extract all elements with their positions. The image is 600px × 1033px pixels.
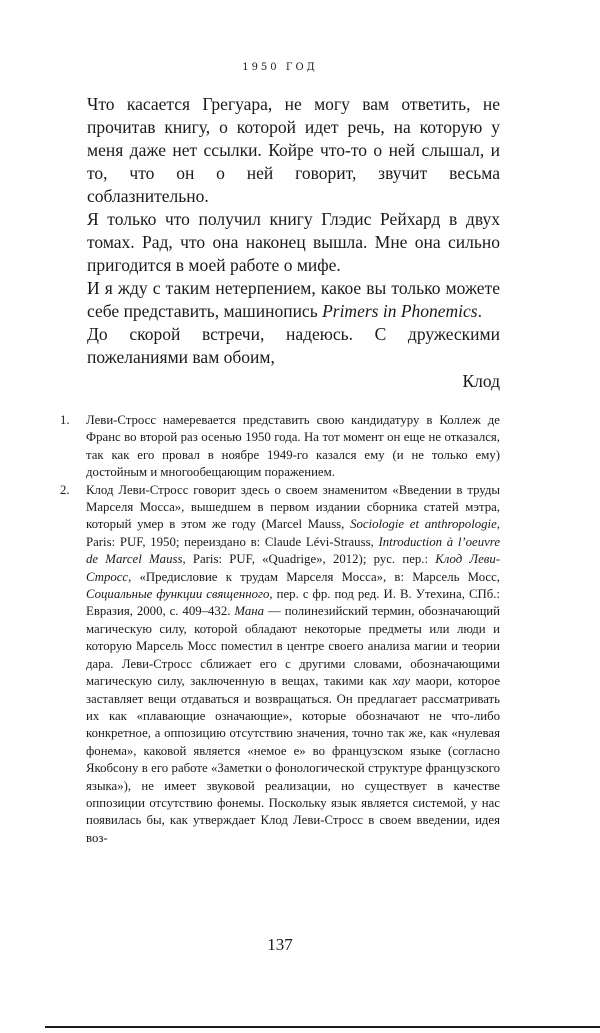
footnote-1 xyxy=(60,412,500,482)
footnote-text: , «Предисловие к трудам Марселя Мосса», в: Марсель Мосс, xyxy=(128,569,500,584)
footnote-text: маори, которое заставляет вещи отдаваться и возвращаться. Он предлагает рассматривать их как «плавающие означающие», которые обозначают не что-либо конкретное, а оппозицию отсутствию значения, точно так же, как «нулевая фонема», каковой является «немое е» во французском языке (согласно Якобсону в его работе «Заметки о фонологической структуре французского языка»), не имеет звуковой реализации, но существует в качестве оппозиции отсутствию фонемы. Поскольку язык является системой, у нас появилась бы, как утверждает Клод Леви-Стросс в своем введении, идея воз- xyxy=(86,674,500,845)
footnote-text: , Paris: PUF, «Quadrige», 2012); рус. пер.: xyxy=(182,552,436,567)
footnote-italic: Introduction à l’oeuvre de Marcel Mauss xyxy=(86,534,500,567)
footnote-italic: Мана xyxy=(234,604,264,619)
signature: Клод xyxy=(462,371,500,391)
letter-paragraph-3-end: . xyxy=(477,301,482,321)
footnote-italic: Социальные функции священного xyxy=(86,587,270,602)
letter-paragraph-3 xyxy=(87,277,500,323)
footnote-number: 2. xyxy=(60,482,70,497)
footnote-text: — полинезийский термин, обозначающий магическую силу, которой обладают некоторые предметы или люди и которую Марсель Мосс поместил в центре своего анализа магии и теории дара. Леви-Стросс сближает его с другими словами, обозначающими магическую силу, заключенную в вещах, такими как xyxy=(86,604,500,689)
letter-paragraph-3-text: И я жду с таким нетерпением, какое вы только можете себе представить, машинопись xyxy=(87,278,500,321)
bottom-rule xyxy=(45,1026,600,1028)
footnote-text: , пер. с фр. под ред. И. В. Утехина, СПб.: Евразия, 2000, с. 409–432. xyxy=(86,587,500,619)
footnote-2 xyxy=(60,482,500,848)
footnote-number: 1. xyxy=(60,413,70,427)
footnote-text: , Paris: PUF, 1950; переиздано в: Claude Lévi-Strauss, xyxy=(86,517,500,549)
footnote-text: Клод Леви-Стросс говорит здесь о своем знаменитом «Введении в труды Марселя Мосса», вышедшем в первом издании сборника статей мэтра, который умер в этом же году (Marcel Mauss, xyxy=(86,482,500,532)
footnote-italic: хау xyxy=(392,674,411,689)
letter-paragraph-1: Что касается Грегуара, не могу вам ответить, не прочитав книгу, о которой идет речь, на которую у меня даже нет ссылки. Койре что-то о ней слышал, и то, что он о ней говорит, звучит весьма соблазнительно. xyxy=(87,94,500,206)
footnote-italic: Клод Леви-Стросс xyxy=(86,552,500,584)
letter-paragraph-4: До скорой встречи, надеюсь. С дружескими пожеланиями вам обоим, xyxy=(87,324,500,367)
page-number: 137 xyxy=(267,935,293,954)
footnote-italic: Sociologie et anthropologie xyxy=(350,517,497,532)
book-title-primers: Primers in Phonemics xyxy=(322,301,478,321)
letter-paragraph-2: Я только что получил книгу Глэдис Рейхард в двух томах. Рад, что она наконец вышла. Мне она сильно пригодится в моей работе о мифе. xyxy=(87,209,500,275)
letter-body xyxy=(87,93,500,393)
footnote-text: Леви-Стросс намеревается представить свою кандидатуру в Коллеж де Франс во второй раз осенью 1950 года. На тот момент он еще не отказался, так как его провал в ноябре 1949-го казался ему (и не только ему) достойным и многообещающим поражением. xyxy=(86,413,500,480)
running-header: 1950 ГОД xyxy=(242,62,318,73)
footnotes xyxy=(60,412,500,847)
